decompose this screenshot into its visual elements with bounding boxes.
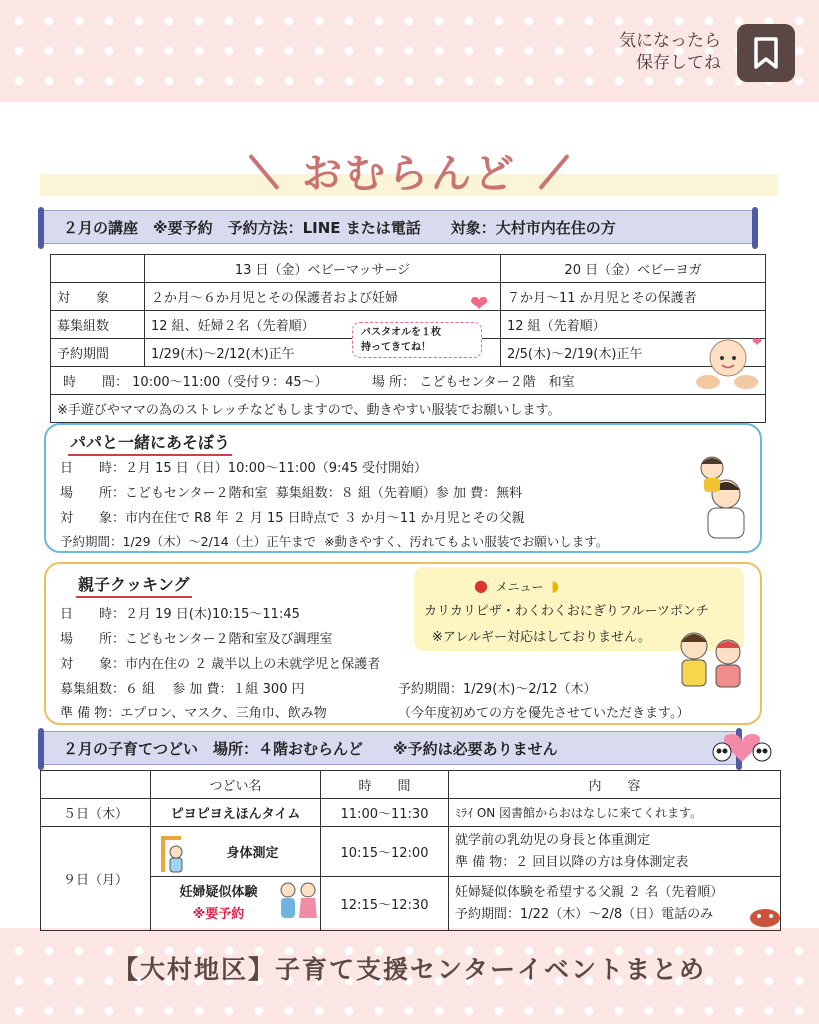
header-event-name: つどい名: [151, 771, 321, 799]
row1-name: ピヨピヨえほんタイム: [151, 799, 321, 827]
tomato-icon: ●: [474, 576, 488, 595]
massage-period: 1/29(木)～2/12(木)正午: [145, 339, 501, 367]
menu-label: メニュー: [495, 580, 544, 594]
bookmark-button[interactable]: [737, 24, 795, 82]
towel-bubble: [352, 322, 482, 358]
row2a-name: 身体測定: [226, 846, 279, 861]
yoga-target: ７か月～11 か月児とその保護者: [501, 283, 766, 311]
save-hint-line1: 気になったら: [619, 31, 721, 51]
cooking-line-target: 対 象：市内在住の ２ 歳半以上の未就学児と保護者: [60, 657, 381, 672]
lecture-time-place: 時 間： 10:00～11:00（受付９：45～） 場 所： こどもセンター２階 和室: [51, 367, 766, 395]
row1-date: ５日（木）: [41, 799, 151, 827]
time-value: 10:00～11:00（受付９：45～）: [132, 375, 328, 390]
papa-title: パパと一緒にあそぼう: [68, 430, 232, 456]
papa-line-period: 予約期間：1/29（木）～2/14（土）正午まで ※動きやすく、汚れてもよい服装でお願いします。: [60, 534, 609, 549]
banana-icon: ◗: [551, 577, 560, 595]
small-character-illustration: [748, 904, 782, 928]
cooking-line-items: 準 備 物：エプロン、マスク、三角巾、飲み物: [60, 706, 327, 721]
header-content: 内 容: [449, 771, 781, 799]
menu-label-row: [474, 576, 559, 595]
row2a-content1: 就学前の乳幼児の身長と体重測定: [455, 832, 651, 848]
row1-time: 11:00～11:30: [321, 799, 449, 827]
height-scale-illustration: [158, 834, 188, 874]
row2a-time: 10:15～12:00: [321, 827, 449, 877]
menu-allergy: ※アレルギー対応はしておりません。: [432, 630, 651, 645]
papa-line-target: 対 象：市内在住で R8 年 ２ 月 15 日時点で ３ か月～11 か月児とその父親: [60, 511, 525, 526]
bookmark-icon: [753, 37, 779, 69]
menu-items: カリカリピザ・わくわくおにぎりフルーツポンチ: [424, 604, 709, 619]
top-banner: [0, 0, 819, 102]
row2b-note: ※要予約: [192, 906, 245, 922]
panda-illustration: [708, 726, 776, 768]
row2a-content2: 準 備 物：２ 回目以降の方は身体測定表: [455, 854, 689, 870]
lecture-banner: ２月の講座 ※要予約 予約方法：LINE または電話 対象：大村市内在住の方: [40, 210, 756, 244]
save-hint: [619, 30, 721, 74]
heart-icon: ❤: [470, 292, 489, 317]
place-label: 場 所: [371, 375, 403, 390]
row2a-content: [449, 827, 781, 877]
row2b-content1: 妊婦疑似体験を希望する父親 ２ 名（先着順）: [455, 884, 724, 900]
cooking-line-date: 日 時：２月 19 日(木)10:15～11:45: [60, 607, 300, 622]
papa-line-place: 場 所：こどもセンター２階和室 募集組数：８ 組（先着順）参 加 費：無料: [60, 486, 523, 501]
baby-massage-illustration: [694, 334, 763, 400]
flyer-sheet: [0, 102, 819, 928]
row2b-name: 妊婦疑似体験: [179, 884, 258, 900]
lecture-note: ※手遊びやママの為のストレッチなどもしますので、動きやすい服装でお願いします。: [51, 395, 766, 423]
massage-groups: 12 組、妊婦２名（先着順）: [145, 311, 501, 339]
tsudoi-banner: ２月の子育てつどい 場所：４階おむらんど ※予約は必要ありません: [40, 731, 740, 765]
time-label: 時 間: [63, 375, 116, 390]
papa-line-date: 日 時：２月 15 日（日）10:00～11:00（9:45 受付開始）: [60, 461, 428, 476]
row1-content: ﾐﾗｲ ON 図書館からおはなしに来てくれます。: [449, 799, 781, 827]
row-label-target: 対 象: [51, 283, 145, 311]
pregnancy-couple-illustration: [276, 880, 320, 920]
yoga-groups: 12 組（先着順）: [501, 311, 766, 339]
cooking-reserve: 予約期間：1/29(木)～2/12（木）: [398, 682, 597, 697]
father-child-illustration: [682, 452, 754, 544]
row-label-period: 予約期間: [51, 339, 145, 367]
bubble-line2: 持ってきてね！: [361, 342, 431, 353]
lecture-header-yoga: 20 日（金）ベビーヨガ: [501, 255, 766, 283]
massage-target: ２か月～６か月児とその保護者および妊婦: [145, 283, 501, 311]
cooking-priority: （今年度初めての方を優先させていただきます。）: [398, 706, 690, 721]
svg-text:❤: ❤: [752, 335, 763, 349]
cooking-title: 親子クッキング: [76, 572, 192, 598]
bubble-line1: バスタオルを１枚: [361, 327, 441, 338]
cooking-line-groups: 募集組数：６ 組 参 加 費：１組 300 円: [60, 682, 305, 697]
row2b-content2: 予約期間：1/22（木）～2/8（日）電話のみ: [455, 906, 714, 922]
tsudoi-table: [40, 770, 781, 931]
row-label-groups: 募集組数: [51, 311, 145, 339]
row2-date: ９日（月）: [41, 827, 151, 931]
yoga-period: 2/5(木)～2/19(木)正午: [501, 339, 766, 367]
header-time: 時 間: [321, 771, 449, 799]
footer-title: 【大村地区】子育て支援センターイベントまとめ: [112, 955, 706, 984]
place-value: こどもセンター２階 和室: [419, 375, 575, 390]
cooking-line-place: 場 所：こどもセンター２階和室及び調理室: [60, 632, 333, 647]
logo-title: おむらんど: [302, 151, 517, 197]
cooking-children-illustration: [672, 624, 752, 690]
row2b-time: 12:15～12:30: [321, 877, 449, 931]
save-hint-line2: 保存してね: [636, 53, 721, 73]
row2b-content: [449, 877, 781, 931]
lecture-header-massage: 13 日（金）ベビーマッサージ: [145, 255, 501, 283]
